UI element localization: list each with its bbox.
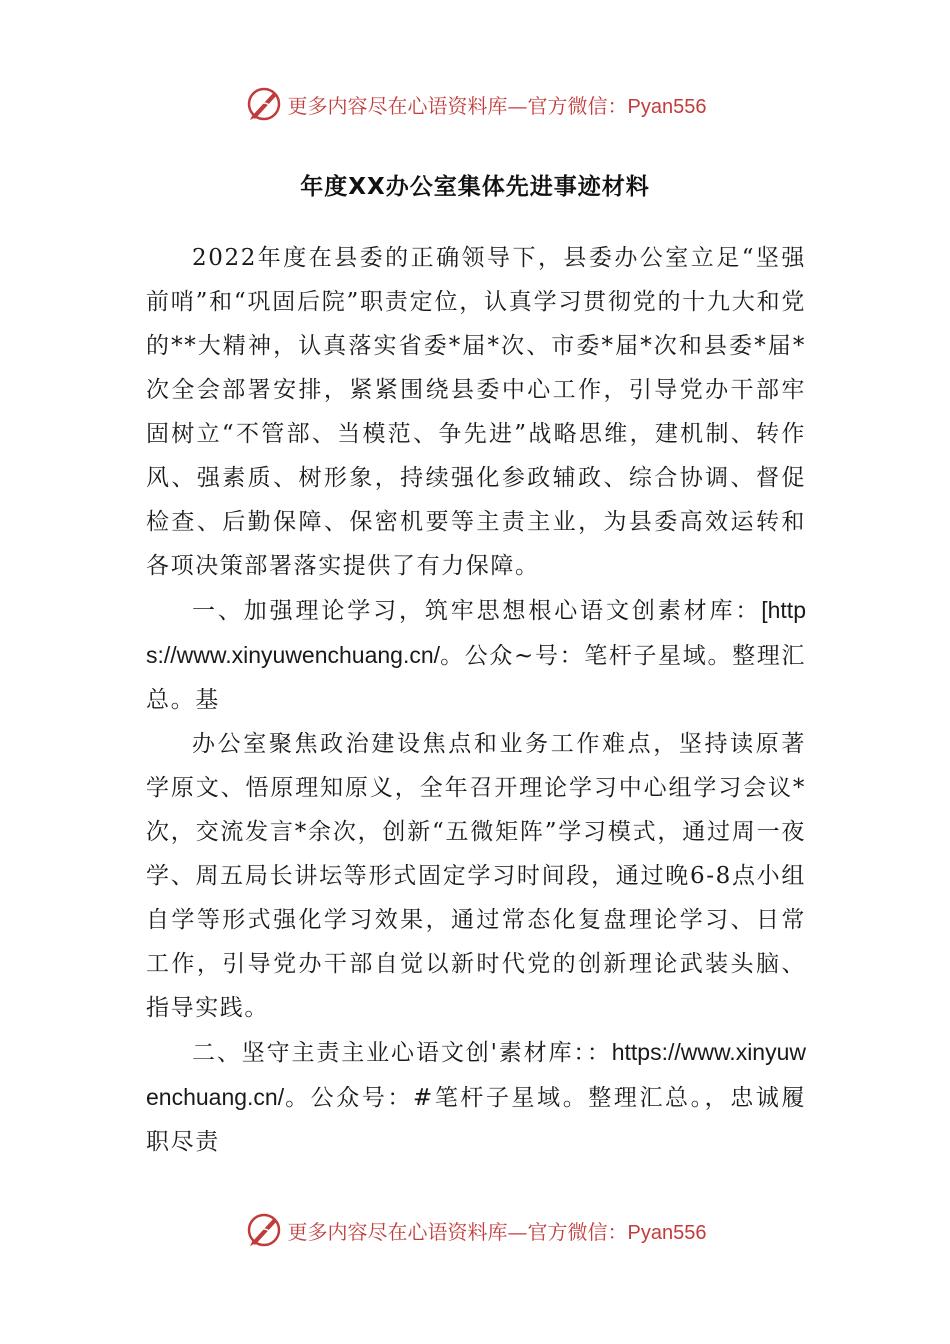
pen-circle-logo-icon: [244, 84, 284, 124]
source-link[interactable]: https://www.xinyuwenchuang.cn/: [146, 1039, 806, 1110]
footer-watermark-banner: [0, 1208, 950, 1252]
document-title: 年度XX办公室集体先进事迹材料: [300, 174, 650, 200]
pen-circle-logo-icon: [244, 1210, 284, 1250]
banner-text: 更多内容尽在心语资料库—官方微信：Pyan556: [287, 93, 707, 118]
paragraph-intro: 2022年度在县委的正确领导下，县委办公室立足“坚强前哨”和“巩固后院”职责定位，认真学习贯彻党的十九大和党的**大精神，认真落实省委*届*次、市委*届*次和县委*届*次全会部署安排，紧紧围绕县委中心工作，引导党办干部牢固树立“不管部、当模范、争先进”战略思维，建机制、转作风、强素质、树形象，持续强化参政辅政、综合协调、督促检查、后勤保障、保密机要等主责主业，为县委高效运转和各项决策部署落实提供了有力保障。: [146, 245, 806, 579]
source-link[interactable]: [https://www.xinyuwenchuang.cn/: [146, 597, 806, 668]
banner-text: 更多内容尽在心语资料库—官方微信：Pyan556: [287, 1219, 707, 1244]
paragraph-section-one-body: 办公室聚焦政治建设焦点和业务工作难点，坚持读原著学原文、悟原理知原义，全年召开理论学习中心组学习会议*次，交流发言*余次，创新“五微矩阵”学习模式，通过周一夜学、周五局长讲坛等形式固定学习时间段，通过晚6-8点小组自学等形式强化学习效果，通过常态化复盘理论学习、日常工作，引导党办干部自觉以新时代党的创新理论武装头脑、指导实践。: [146, 731, 806, 1021]
paragraph-section-two: 二、坚守主责主业心语文创'素材库：：https://www.xinyuwenchuang.cn/。公众号：#笔杆子星域。整理汇总。，忠诚履职尽责: [146, 1039, 806, 1155]
header-watermark-banner: [0, 82, 950, 126]
document-body: [146, 236, 806, 1164]
paragraph-section-one: 一、加强理论学习，筑牢思想根心语文创素材库：[https://www.xinyuwenchuang.cn/。公众~号：笔杆子星域。整理汇总。基: [146, 597, 806, 713]
